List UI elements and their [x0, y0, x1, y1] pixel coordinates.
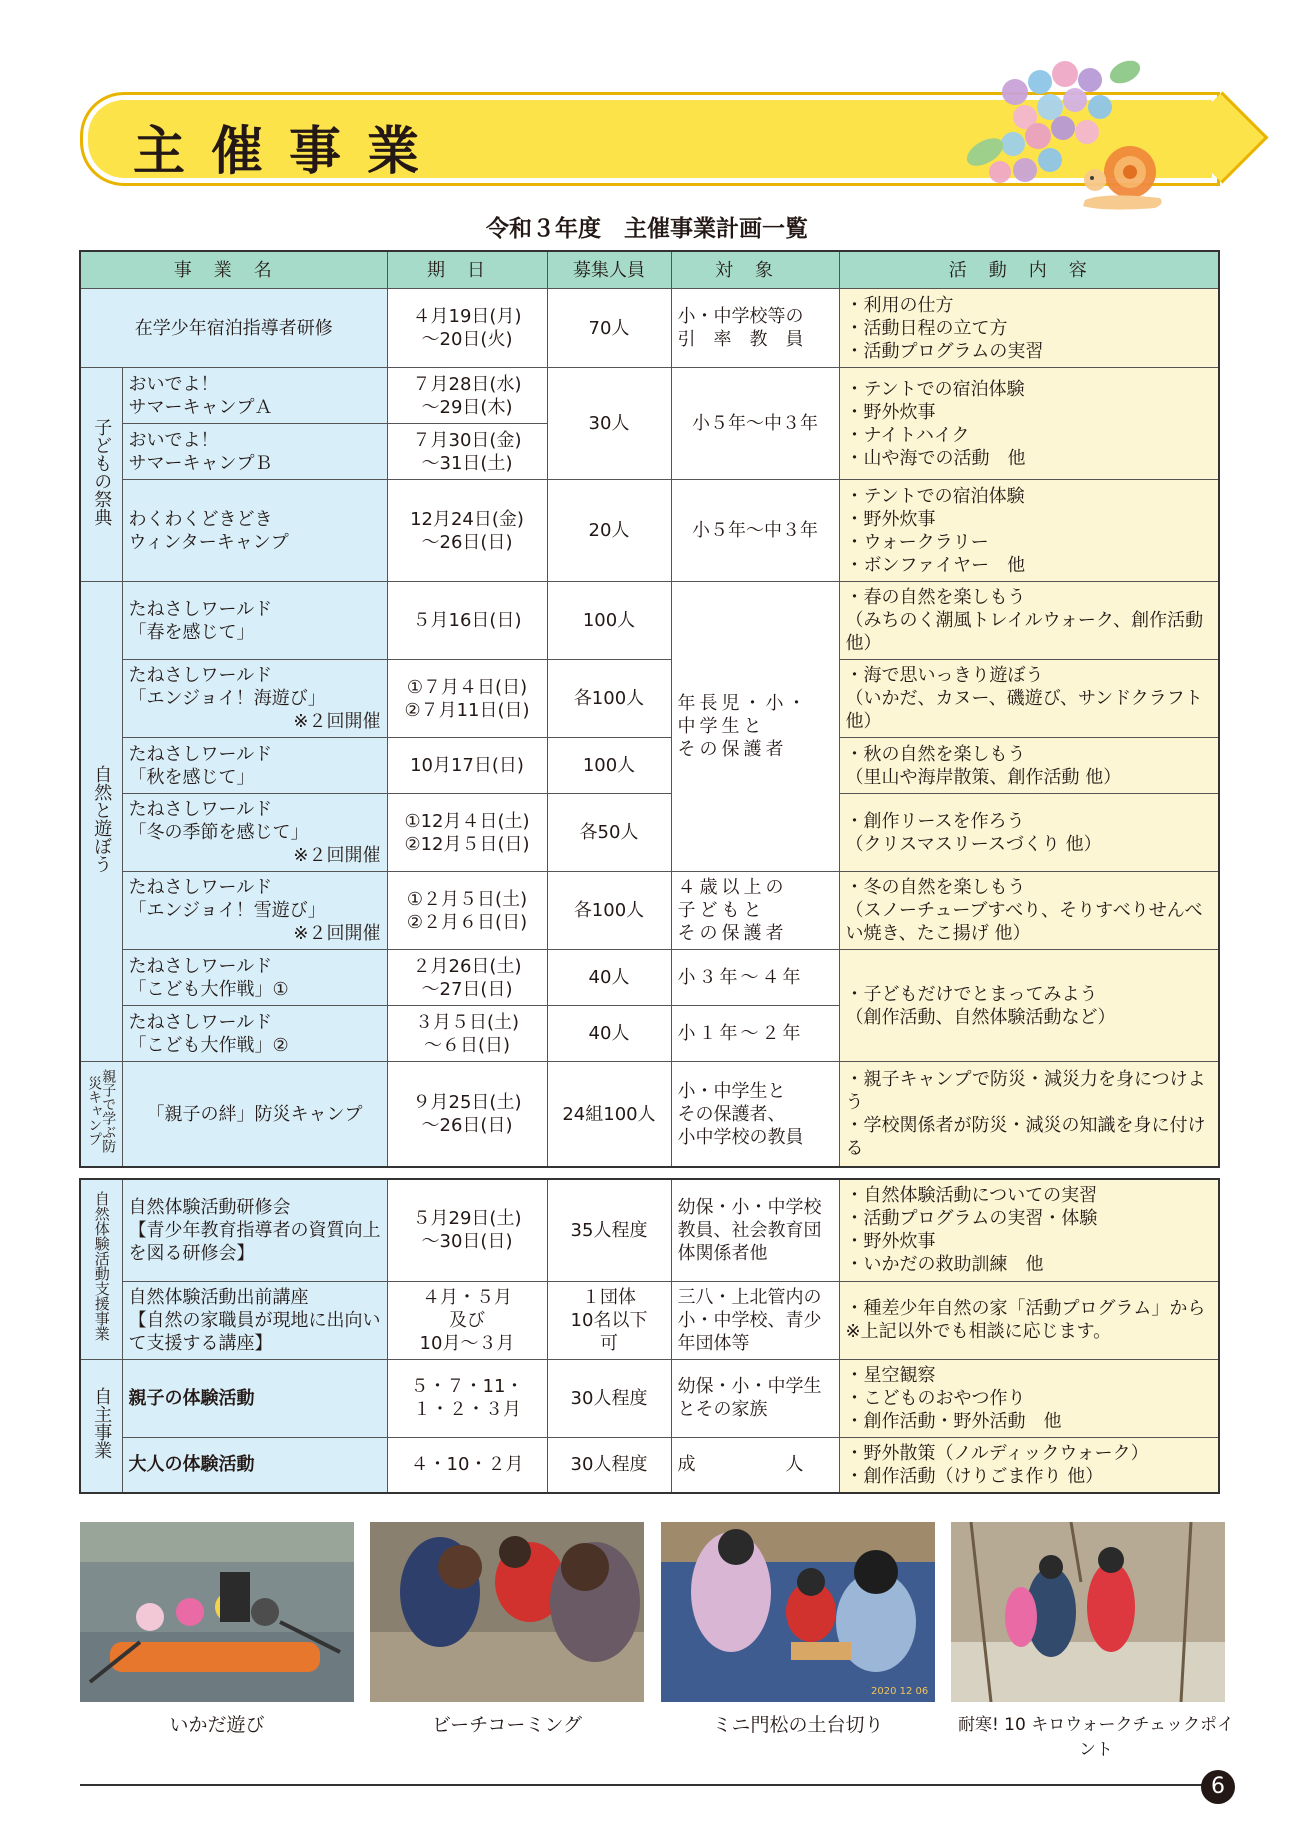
header-activities: 活動内容	[839, 251, 1219, 289]
event-target: 三八・上北管内の小・中学校、青少年団体等	[671, 1281, 839, 1359]
event-capacity: 30人程度	[547, 1359, 671, 1437]
event-date: ４・10・２月	[387, 1437, 547, 1493]
event-name: 親子の体験活動	[122, 1359, 387, 1437]
table-row	[80, 1359, 1219, 1437]
table-row	[80, 872, 1219, 950]
event-name: おいでよ！ サマーキャンプＡ	[122, 368, 387, 424]
group-label-kodomo: 子どもの祭典	[80, 368, 122, 582]
event-activities: ・子どもだけでとまってみよう （創作活動、自然体験活動など）	[839, 950, 1219, 1062]
event-name: たねさしワールド 「エンジョイ！海遊び」 ※２回開催	[122, 660, 387, 738]
event-date: 10月17日(日)	[387, 738, 547, 794]
event-activities: ・自然体験活動についての実習 ・活動プログラムの実習・体験 ・野外炊事 ・いかだの救助訓練 他	[839, 1179, 1219, 1281]
event-activities: ・星空観察 ・こどものおやつ作り ・創作活動・野外活動 他	[839, 1359, 1219, 1437]
photo-caption: いかだ遊び	[169, 1714, 265, 1736]
photo-caption: ビーチコーミング	[431, 1714, 583, 1736]
event-target: 年長児・小・ 中学生と その保護者	[671, 582, 839, 872]
event-capacity: 30人	[547, 368, 671, 480]
table-header-row	[80, 251, 1219, 289]
event-date: ①12月４日(土) ②12月５日(日)	[387, 794, 547, 872]
group-label-jishu: 自主事業	[80, 1359, 122, 1493]
event-capacity: 35人程度	[547, 1179, 671, 1281]
event-capacity: 30人程度	[547, 1437, 671, 1493]
event-target: ４歳以上の 子どもと その保護者	[671, 872, 839, 950]
photo-date-stamp: 2020 12 06	[871, 1686, 929, 1697]
table-title: 令和３年度 主催事業計画一覧	[486, 216, 808, 242]
photo-caption: 耐寒! 10 キロウォークチェックポイント	[957, 1715, 1235, 1760]
footer-rule	[80, 1784, 1210, 1786]
photo-caption: ミニ門松の土台切り	[712, 1714, 884, 1736]
event-activities: ・テントでの宿泊体験 ・野外炊事 ・ウォークラリー ・ボンファイヤー 他	[839, 480, 1219, 582]
event-capacity: 70人	[547, 289, 671, 368]
table-row	[80, 660, 1219, 738]
event-date: ７月28日(水) ～29日(木)	[387, 368, 547, 424]
photo-kadomatsu	[661, 1522, 935, 1702]
event-activities: ・テントでの宿泊体験 ・野外炊事 ・ナイトハイク ・山や海での活動 他	[839, 368, 1219, 480]
event-date: ２月26日(土) ～27日(日)	[387, 950, 547, 1006]
event-name: 「親子の絆」防災キャンプ	[122, 1062, 387, 1168]
event-activities: ・利用の仕方 ・活動日程の立て方 ・活動プログラムの実習	[839, 289, 1219, 368]
event-target: 幼保・小・中学校教員、社会教育団体関係者他	[671, 1179, 839, 1281]
event-date: ３月５日(土) ～６日(日)	[387, 1006, 547, 1062]
event-date: 12月24日(金) ～26日(日)	[387, 480, 547, 582]
event-activities: ・海で思いっきり遊ぼう （いかだ、カヌー、磯遊び、サンドクラフト 他）	[839, 660, 1219, 738]
header-target: 対象	[671, 251, 839, 289]
event-name: たねさしワールド 「秋を感じて」	[122, 738, 387, 794]
event-date: ９月25日(土) ～26日(日)	[387, 1062, 547, 1168]
event-schedule-table	[79, 250, 1220, 1168]
event-target: 小５年～中３年	[671, 368, 839, 480]
group-label-shizen: 自然と遊ぼう	[80, 582, 122, 1062]
banner-title: 主催事業	[133, 122, 446, 182]
table-row	[80, 950, 1219, 1006]
table-row	[80, 480, 1219, 582]
event-date: ①２月５日(土) ②２月６日(日)	[387, 872, 547, 950]
event-name: たねさしワールド 「春を感じて」	[122, 582, 387, 660]
event-date: ４月・５月 及び 10月～３月	[387, 1281, 547, 1359]
group-label-oyako: 親子で学ぶ防災キャンプ	[80, 1062, 122, 1168]
event-name: おいでよ！ サマーキャンプＢ	[122, 424, 387, 480]
table-row	[80, 289, 1219, 368]
hydrangea-snail-illustration	[955, 52, 1185, 217]
event-capacity: 100人	[547, 582, 671, 660]
event-capacity: １団体 10名以下 可	[547, 1281, 671, 1359]
event-name: 自然体験活動研修会 【青少年教育指導者の資質向上を図る研修会】	[122, 1179, 387, 1281]
table-row	[80, 1281, 1219, 1359]
event-target: 成 人	[671, 1437, 839, 1493]
event-capacity: 各100人	[547, 660, 671, 738]
event-capacity: 24組100人	[547, 1062, 671, 1168]
event-date: ５月29日(土) ～30日(日)	[387, 1179, 547, 1281]
event-activities: ・春の自然を楽しもう （みちのく潮風トレイルウォーク、創作活動 他）	[839, 582, 1219, 660]
event-activities: ・創作リースを作ろう （クリスマスリースづくり 他）	[839, 794, 1219, 872]
event-date: ①７月４日(日) ②７月11日(日)	[387, 660, 547, 738]
event-target: 小３年～４年	[671, 950, 839, 1006]
event-capacity: 各50人	[547, 794, 671, 872]
event-name: わくわくどきどき ウィンターキャンプ	[122, 480, 387, 582]
event-date: ７月30日(金) ～31日(土)	[387, 424, 547, 480]
event-target: 小１年～２年	[671, 1006, 839, 1062]
event-name: 在学少年宿泊指導者研修	[80, 289, 387, 368]
event-date: ４月19日(月) ～20日(火)	[387, 289, 547, 368]
event-name: 大人の体験活動	[122, 1437, 387, 1493]
event-name: たねさしワールド 「こども大作戦」①	[122, 950, 387, 1006]
table-row	[80, 582, 1219, 660]
header-event-name: 事業名	[80, 251, 387, 289]
event-date: ５月16日(日)	[387, 582, 547, 660]
page-number: 6	[1201, 1770, 1235, 1804]
table-row	[80, 1062, 1219, 1168]
event-activities: ・種差少年自然の家「活動プログラム」から ※上記以外でも相談に応じます。	[839, 1281, 1219, 1359]
event-activities: ・野外散策（ノルディックウォーク） ・創作活動（けりごま作り 他）	[839, 1437, 1219, 1493]
table-row	[80, 738, 1219, 794]
event-target: 小・中学生と その保護者、 小中学校の教員	[671, 1062, 839, 1168]
event-name: 自然体験活動出前講座 【自然の家職員が現地に出向いて支援する講座】	[122, 1281, 387, 1359]
group-label-shien: 自然体験活動支援事業	[80, 1179, 122, 1359]
event-date: ５・７・11・ １・２・３月	[387, 1359, 547, 1437]
event-capacity: 40人	[547, 1006, 671, 1062]
event-activities: ・冬の自然を楽しもう （スノーチューブすべり、そりすべりせんべい焼き、たこ揚げ 他）	[839, 872, 1219, 950]
event-activities: ・秋の自然を楽しもう （里山や海岸散策、創作活動 他）	[839, 738, 1219, 794]
photo-raft	[80, 1522, 354, 1702]
event-capacity: 40人	[547, 950, 671, 1006]
header-capacity: 募集人員	[547, 251, 671, 289]
event-target: 小・中学校等の 引 率 教 員	[671, 289, 839, 368]
event-activities: ・親子キャンプで防災・減災力を身につけよう ・学校関係者が防災・減災の知識を身に付ける	[839, 1062, 1219, 1168]
table-row	[80, 794, 1219, 872]
table-row	[80, 1437, 1219, 1493]
event-name: たねさしワールド 「エンジョイ！雪遊び」 ※２回開催	[122, 872, 387, 950]
support-events-table	[79, 1178, 1220, 1494]
event-capacity: 100人	[547, 738, 671, 794]
header-date: 期日	[387, 251, 547, 289]
event-target: 小５年～中３年	[671, 480, 839, 582]
photo-walk-checkpoint	[951, 1522, 1225, 1702]
event-capacity: 20人	[547, 480, 671, 582]
photo-beachcombing	[370, 1522, 644, 1702]
table-row	[80, 368, 1219, 424]
event-capacity: 各100人	[547, 872, 671, 950]
event-target: 幼保・小・中学生とその家族	[671, 1359, 839, 1437]
table-row	[80, 1179, 1219, 1281]
event-name: たねさしワールド 「冬の季節を感じて」 ※２回開催	[122, 794, 387, 872]
event-name: たねさしワールド 「こども大作戦」②	[122, 1006, 387, 1062]
